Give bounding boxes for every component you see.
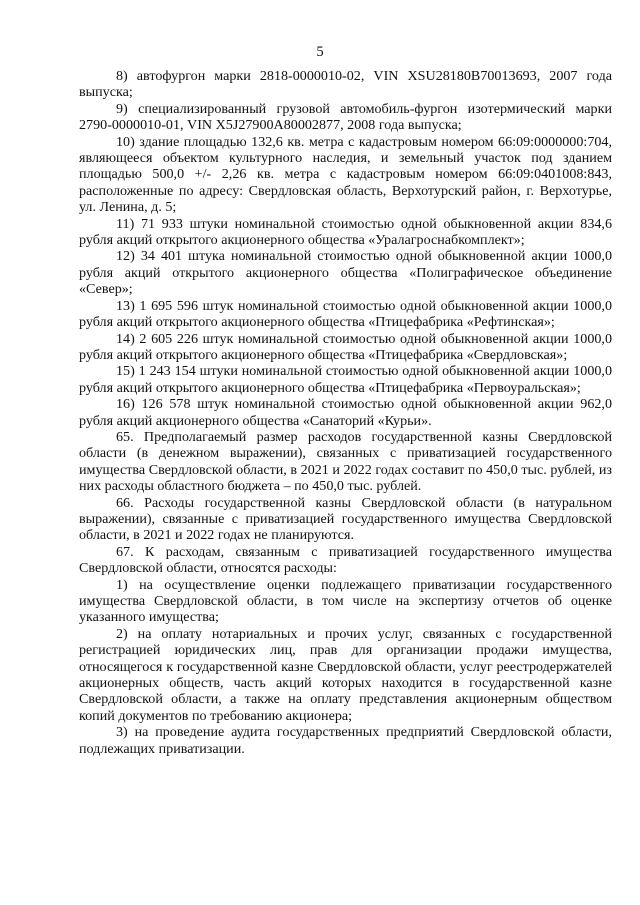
list-item-8: 8) автофургон марки 2818-0000010-02, VIN XSU28180B70013693, 2007 года выпуска; bbox=[79, 68, 612, 101]
document-body bbox=[79, 68, 612, 757]
clause-67-item-2: 2) на оплату нотариальных и прочих услуг, связанных с государственной регистрацией юридических лиц, прав для организации продажи имущества, относящегося к государственной казне Свердловской области, услуг реестродержателей акционерных обществ, часть акций которых находится в государственной казне Свердловской области, а также на оплату представления акционерным обществом копий документов по требованию акционера; bbox=[79, 625, 612, 724]
list-item-9: 9) специализированный грузовой автомобиль-фургон изотермический марки 2790-0000010-01, VIN X5J27900A80002877, 2008 года выпуска; bbox=[79, 100, 612, 134]
list-item-14: 14) 2 605 226 штук номинальной стоимостью одной обыкновенной акции 1000,0 рубля акций открытого акционерного общества «Птицефабрика «Свердловская»; bbox=[79, 330, 612, 363]
clause-67-item-3: 3) на проведение аудита государственных предприятий Свердловской области, подлежащих приватизации. bbox=[79, 724, 612, 757]
page-number: 5 bbox=[316, 44, 324, 60]
clause-66: 66. Расходы государственной казны Свердловской области (в натуральном выражении), связанные с приватизацией государственного имущества Свердловской области, в 2021 и 2022 годах не планируются. bbox=[79, 494, 612, 544]
list-item-15: 15) 1 243 154 штуки номинальной стоимостью одной обыкновенной акции 1000,0 рубля акций открытого акционерного общества «Птицефабрика «Первоуральская»; bbox=[79, 363, 612, 396]
clause-67: 67. К расходам, связанным с приватизацией государственного имущества Свердловской области, относятся расходы: bbox=[79, 543, 612, 577]
list-item-13: 13) 1 695 596 штук номинальной стоимостью одной обыкновенной акции 1000,0 рубля акций открытого акционерного общества «Птицефабрика «Рефтинская»; bbox=[79, 297, 612, 331]
clause-65: 65. Предполагаемый размер расходов государственной казны Свердловской области (в денежном выражении), связанных с приватизацией государственного имущества Свердловской области, в 2021 и 2022 годах составит по 450,0 тыс. рублей, из них расходы областного бюджета – по 450,0 тыс. рублей. bbox=[79, 428, 612, 495]
list-item-10: 10) здание площадью 132,6 кв. метра с кадастровым номером 66:09:0000000:704, являющееся объектом культурного наследия, и земельный участок под зданием площадью 500,0 +/- 2,26 кв. метра с кадастровым номером 66:09:0401008:843, расположенные по адресу: Свердловская область, Верхотурский район, г. Верхотурье, ул. Ленина, д. 5; bbox=[79, 133, 612, 216]
list-item-16: 16) 126 578 штук номинальной стоимостью одной обыкновенной акции 962,0 рубля акций акционерного общества «Санаторий «Курьи». bbox=[79, 396, 612, 429]
clause-67-item-1: 1) на осуществление оценки подлежащего приватизации государственного имущества Свердловской области, в том числе на экспертизу отчетов об оценке указанного имущества; bbox=[79, 576, 612, 626]
list-item-12: 12) 34 401 штука номинальной стоимостью одной обыкновенной акции 1000,0 рубля акций открытого акционерного общества «Полиграфическое объединение «Север»; bbox=[79, 248, 612, 298]
list-item-11: 11) 71 933 штуки номинальной стоимостью одной обыкновенной акции 834,6 рубля акций открытого акционерного общества «Уралагроснабкомплект»; bbox=[79, 215, 612, 249]
